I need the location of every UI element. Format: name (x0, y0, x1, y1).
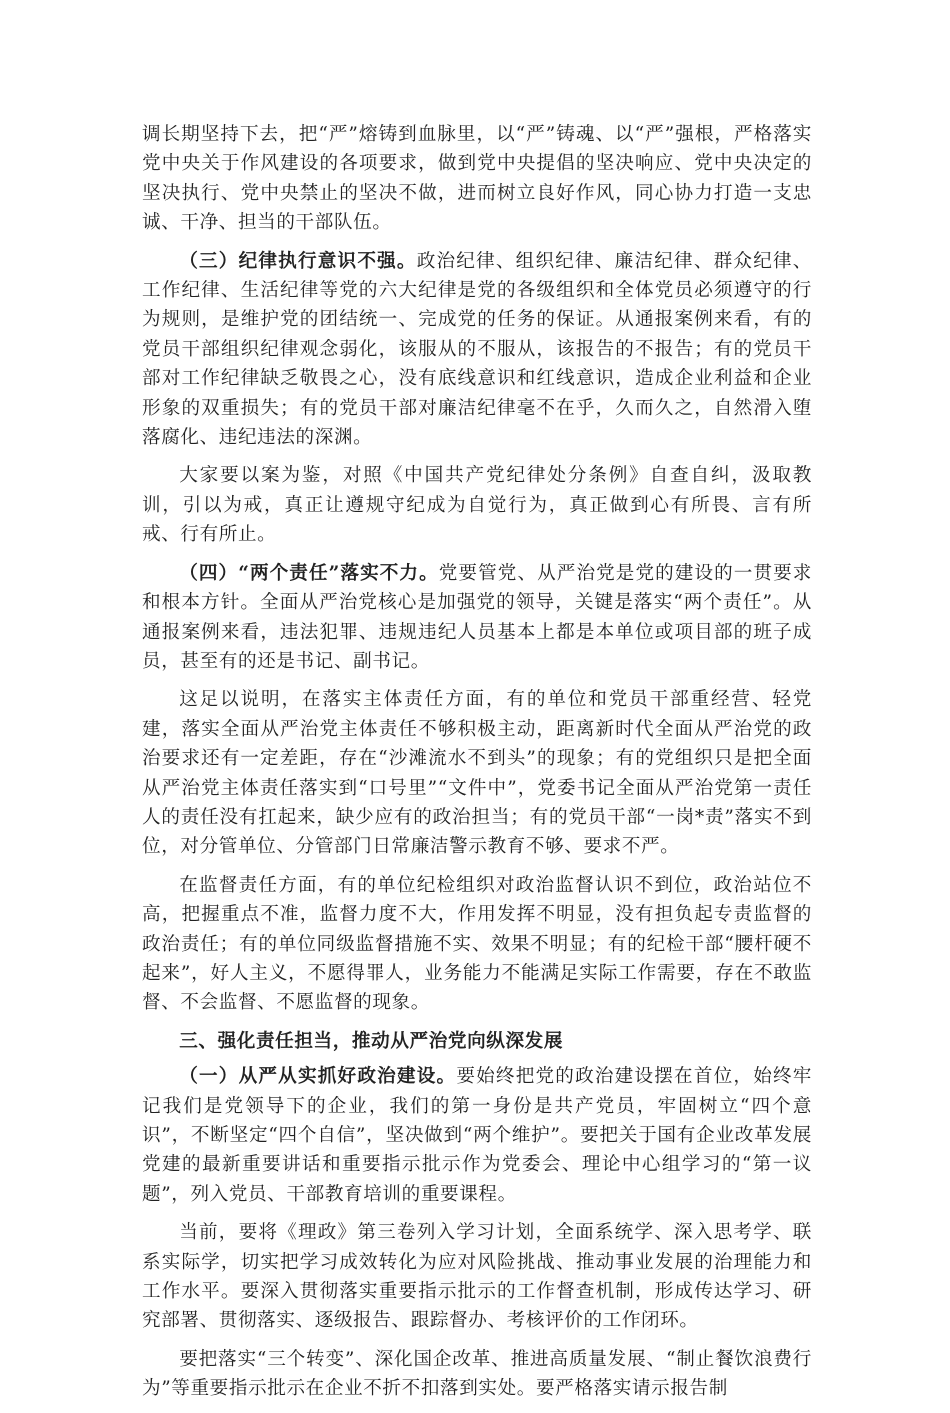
chapter-heading-3: 三、强化责任担当，推动从严治党向纵深发展 (179, 1030, 564, 1052)
paragraph-implementation: 要把落实“三个转变”、深化国企改革、推进高质量发展、“制止餐饮浪费行为”等重要指示批示在企业不折不扣落到实处。要严格落实请示报告制 (142, 1348, 812, 1400)
section-4-text: 党要管党、从严治党是党的建设的一贯要求和根本方针。全面从严治党核心是加强党的领导，关键是落实“两个责任”。从通报案例来看，违法犯罪、违规违纪人员基本上都是本单位或项目部的班子成员，甚至有的还是书记、副书记。 (142, 562, 812, 672)
paragraph-study-plan: 当前，要将《理政》第三卷列入学习计划，全面系统学、深入思考学、联系实际学，切实把学习成效转化为应对风险挑战、推动事业发展的治理能力和工作水平。要深入贯彻落实重要指示批示的工作督查机制，形成传达学习、研究部署、贯彻落实、逐级报告、跟踪督办、考核评价的工作闭环。 (142, 1222, 812, 1332)
subsection-1-heading: （一）从严从实抓好政治建设。 (179, 1066, 457, 1088)
paragraph-section-3 (142, 247, 812, 453)
paragraph-main-responsibility: 这足以说明，在落实主体责任方面，有的单位和党员干部重经营、轻党建，落实全面从严治党主体责任不够积极主动，距离新时代全面从严治党的政治要求还有一定差距，存在“沙滩流水不到头”的现象；有的党组织只是把全面从严治党主体责任落实到“口号里”“文件中”，党委书记全面从严治党第一责任人的责任没有扛起来，缺少应有的政治担当；有的党员干部“一岗*责”落实不到位，对分管单位、分管部门日常廉洁警示教育不够、要求不严。 (142, 689, 812, 858)
paragraph-continuation: 调长期坚持下去，把“严”熔铸到血脉里，以“严”铸魂、以“严”强根，严格落实党中央关于作风建设的各项要求，做到党中央提倡的坚决响应、党中央决定的坚决执行、党中央禁止的坚决不做，进而树立良好作风，同心协力打造一支忠诚、干净、担当的干部队伍。 (142, 124, 812, 234)
document-body (142, 120, 812, 1413)
subsection-1-text: 要始终把党的政治建设摆在首位，始终牢记我们是党领导下的企业，我们的第一身份是共产党员，牢固树立“四个意识”，不断坚定“四个自信”，坚决做到“两个维护”。要把关于国有企业改革发展党建的最新重要讲话和重要指示批示作为党委会、理论中心组学习的“第一议题”，列入党员、干部教育培训的重要课程。 (142, 1066, 812, 1205)
paragraph-section-4 (142, 559, 812, 677)
section-3-heading: （三）纪律执行意识不强。 (179, 250, 417, 272)
paragraph-supervision-responsibility: 在监督责任方面，有的单位纪检组织对政治监督认识不到位，政治站位不高，把握重点不准，监督力度不大，作用发挥不明显，没有担负起专责监督的政治责任；有的单位同级监督措施不实、效果不明显；有的纪检干部“腰杆硬不起来”，好人主义，不愿得罪人，业务能力不能满足实际工作需要，存在不敢监督、不会监督、不愿监督的现象。 (142, 874, 812, 1014)
paragraph-political-building (142, 1062, 812, 1209)
paragraph-lesson: 大家要以案为鉴，对照《中国共产党纪律处分条例》自查自纠，汲取教训，引以为戒，真正让遵规守纪成为自觉行为，真正做到心有所畏、言有所戒、行有所止。 (142, 465, 812, 546)
section-4-heading: （四）“两个责任”落实不力。 (179, 562, 439, 584)
section-3-text: 政治纪律、组织纪律、廉洁纪律、群众纪律、工作纪律、生活纪律等党的六大纪律是党的各级组织和全体党员必须遵守的行为规则，是维护党的团结统一、完成党的任务的保证。从通报案例来看，有的党员干部组织纪律观念弱化，该服从的不服从，该报告的不报告；有的党员干部对工作纪律缺乏敬畏之心，没有底线意识和红线意识，造成企业利益和企业形象的双重损失；有的党员干部对廉洁纪律毫不在乎，久而久之，自然滑入堕落腐化、违纪违法的深渊。 (142, 250, 812, 449)
